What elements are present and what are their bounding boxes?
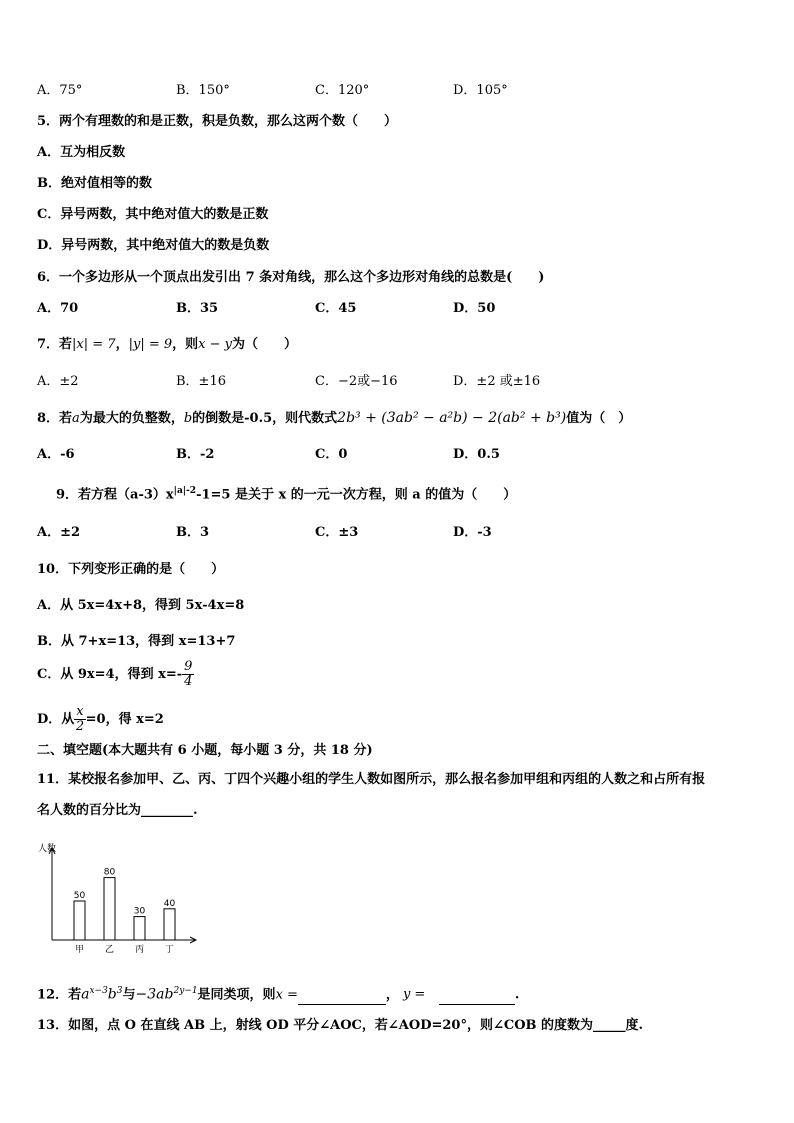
fraction: $\frac{9}{4}$ [184,659,193,689]
q6-stem: 6．一个多边形从一个顶点出发引出 7 条对角线，那么这个多边形对角线的总数是( ) [37,270,545,285]
q10-option-b: B．从 7+x=13，得到 x=13+7 [37,634,236,649]
chart-bar [164,909,175,940]
x-tick-label: 甲 [74,945,85,955]
bar-value-label: 30 [133,906,146,917]
q7-stem: 7．若|x| = 7，|y| = 9，则x − y为（ ） [37,337,298,352]
q8-stem: 8．若a为最大的负整数，b的倒数是-0.5，则代数式2b³ + (3ab² − a²b) − 2(ab² + b³)值为（ ） [37,410,632,426]
q9-option-d: D．-3 [453,525,492,540]
bar-value-label: 40 [163,898,176,909]
q5-option-d: D．异号两数，其中绝对值大的数是负数 [37,238,270,253]
q10-option-d: D．从 $\frac{x}{2}$ =0，得 x=2 [37,704,164,734]
q7-expr: x − y [198,337,232,352]
y-axis-label: 人数 [38,844,57,854]
q7-option-b: B．±16 [176,374,226,389]
q8-option-b: B．-2 [176,447,215,462]
q5-option-a: A．互为相反数 [37,145,126,160]
q9-option-b: B．3 [176,525,210,540]
q10-stem: 10．下列变形正确的是（ ） [37,562,225,577]
chart-bar [104,878,115,940]
x-tick-label: 丙 [134,945,145,955]
q11-line1: 11．某校报名参加甲、乙、丙、丁四个兴趣小组的学生人数如图所示，那么报名参加甲组和丙组的人数之和占所有报 [37,772,706,787]
q8-expression: 2b³ + (3ab² − a²b) − 2(ab² + b³) [337,410,567,426]
q7-option-d: D．±2 或±16 [453,374,541,389]
bar-chart [34,838,204,958]
x-tick-label: 丁 [164,945,175,955]
q6-option-a: A．70 [37,301,79,316]
q5-option-c: C．异号两数，其中绝对值大的数是正数 [37,207,269,222]
q8-option-d: D．0.5 [453,447,500,462]
answer-blank-x[interactable] [298,986,386,1005]
q8-option-c: C．0 [315,447,348,462]
q6-option-d: D．50 [453,301,496,316]
q13-stem: 13．如图，点 O 在直线 AB 上，射线 OD 平分∠AOC，若∠AOD=20°，则∠COB 的度数为_____度. [37,1018,644,1033]
q10-option-c: C．从 9x=4，得到 x=- $\frac{9}{4}$ [37,659,193,689]
x-tick-label: 乙 [104,945,115,955]
q7-option-a: A．±2 [37,374,79,389]
q6-option-c: C．45 [315,301,357,316]
q4-option-d: D．105° [453,83,508,98]
q5-option-b: B．绝对值相等的数 [37,176,152,191]
answer-blank-y[interactable] [439,986,515,1005]
q7-abs-y: |y| = 9 [128,337,173,352]
q9-stem: 9．若方程$(a-3)x^{|a|-2}-1=5$ 是关于 x 的一元一次方程，则 a 的值为（ ） [56,486,517,503]
chart-bar [74,901,85,940]
q9-option-c: C．±3 [315,525,359,540]
bar-value-label: 80 [103,867,116,878]
q10-option-a: A．从 5x=4x+8，得到 5x-4x=8 [37,598,245,613]
chart-bar [134,917,145,940]
fraction: $\frac{x}{2}$ [75,704,85,734]
q12-stem: 12．若$a^{x-3}b^3$与$-3ab^{2y-1}$是同类项，则x = ， y = . [37,982,519,1005]
q4-option-c: C．120° [315,83,370,98]
q7-option-c: C．−2或−16 [315,374,398,389]
bar-value-label: 50 [73,891,86,901]
section-heading: 二、填空题(本大题共有 6 小题，每小题 3 分，共 18 分) [37,743,373,758]
q5-stem: 5．两个有理数的和是正数，积是负数，那么这两个数（ ） [37,114,398,129]
q11-line2: 名人数的百分比为________. [37,803,198,818]
q4-option-a: A．75° [37,83,83,98]
q9-option-a: A．±2 [37,525,81,540]
q6-option-b: B．35 [176,301,219,316]
q8-option-a: A．-6 [37,447,75,462]
q4-option-b: B．150° [176,83,230,98]
q7-abs-x: |x| = 7 [72,337,116,352]
